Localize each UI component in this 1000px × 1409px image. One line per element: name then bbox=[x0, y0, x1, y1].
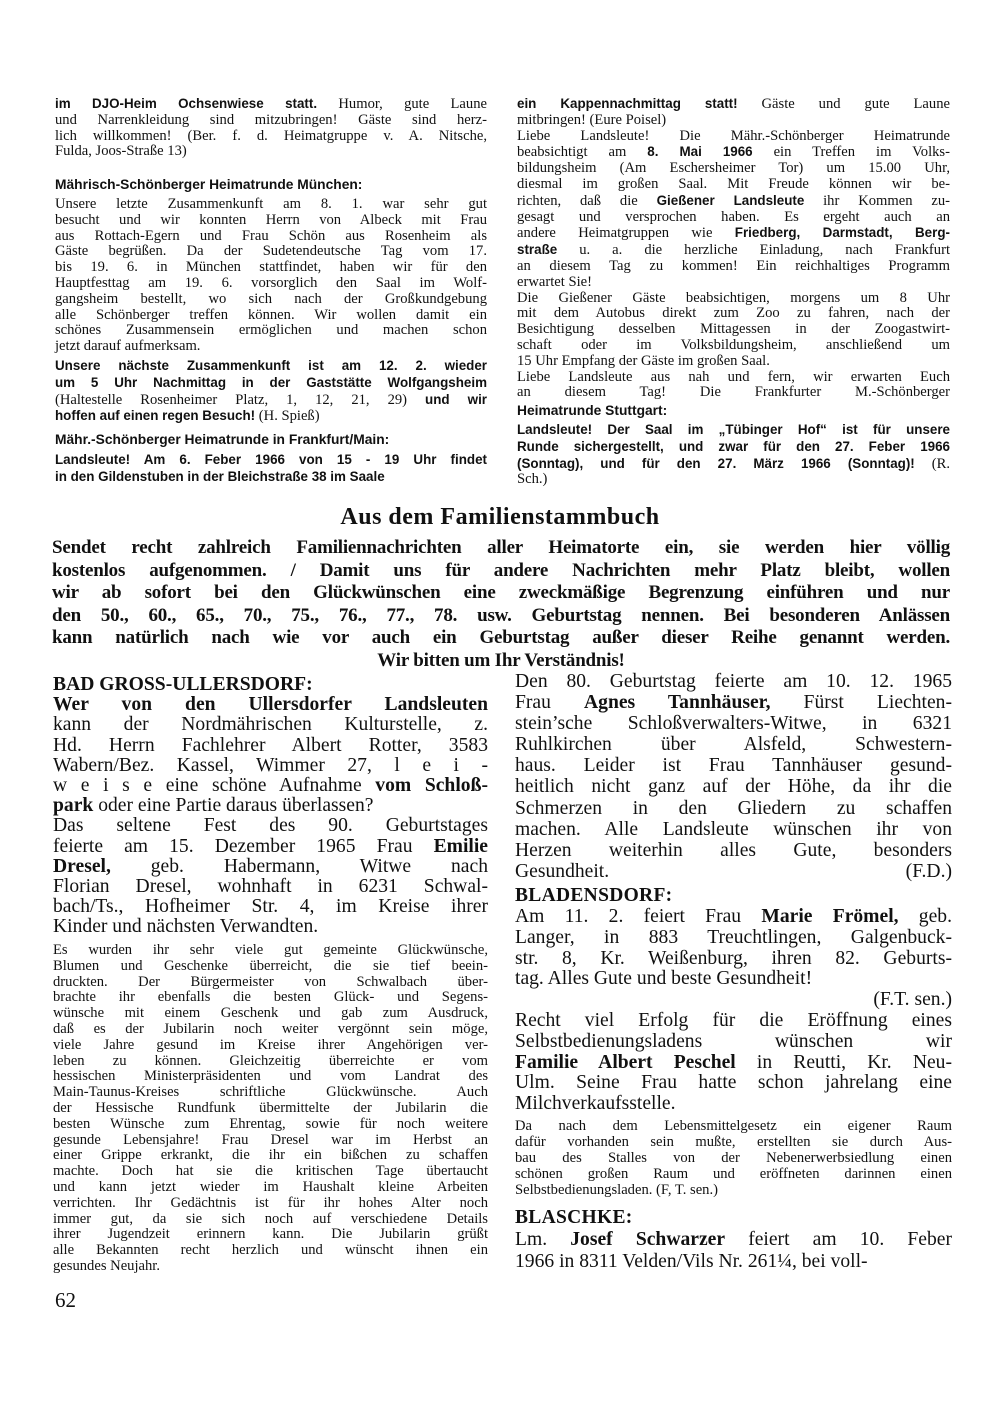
paragraph bbox=[517, 96, 950, 129]
text-run: Gäste und gute Laune bbox=[737, 96, 950, 112]
article-peschel-details bbox=[515, 1118, 952, 1198]
text-run: jetzt darauf aufmerksam. bbox=[55, 338, 201, 355]
text-run: einer Grippe erkrankt, die ihr ein bißchen zu schaffen bbox=[53, 1147, 488, 1164]
text-line bbox=[515, 671, 952, 692]
text-run: machen. Alle Landsleute wünschen ihr von bbox=[515, 818, 952, 840]
text-run: beabsichtigt am bbox=[517, 144, 648, 161]
text-line bbox=[515, 949, 952, 970]
bold-text-run: Landsleute! Der Saal im „Tübinger Hof“ ist für unsere bbox=[517, 422, 950, 437]
paragraph bbox=[55, 358, 487, 425]
section-heading-blaschke bbox=[515, 1207, 952, 1229]
text-line bbox=[53, 959, 488, 975]
text-line bbox=[55, 375, 487, 392]
text-run: Ulm. Seine Frau hatte schon jahrelang eine bbox=[515, 1072, 952, 1094]
article-stuttgart bbox=[517, 422, 950, 488]
text-line bbox=[53, 756, 488, 776]
text-line bbox=[55, 292, 487, 308]
text-line bbox=[53, 975, 488, 991]
text-run: str. 8, Kr. Weißenburg, ihren 82. Geburts- bbox=[515, 947, 952, 969]
paragraph bbox=[515, 671, 952, 882]
text-run: (Haltestelle Rosenheimer Platz, 1, 12, 21, 29) bbox=[55, 391, 426, 408]
text-run: Milchverkaufsstelle. bbox=[515, 1093, 676, 1115]
text-line bbox=[515, 713, 952, 734]
text-line bbox=[52, 537, 950, 560]
text-line bbox=[55, 229, 487, 245]
section-title: Aus dem Familienstammbuch bbox=[340, 504, 660, 530]
text-run: schönen großen Raum und eröffneten darinnen einen bbox=[515, 1166, 952, 1182]
text-run: haus. Leider ist Frau Tannhäuser gesund- bbox=[515, 755, 952, 777]
paragraph bbox=[55, 177, 487, 193]
text-run: mit dem Autobus direkt zum Zoo zu fahren, nach der bbox=[517, 305, 950, 322]
text-line bbox=[53, 796, 488, 816]
text-run: verrichten. Ihr Gedächtnis ist für ihr hohes Alter noch bbox=[53, 1194, 488, 1211]
text-line bbox=[517, 439, 950, 456]
text-line bbox=[53, 1054, 488, 1070]
text-line bbox=[517, 113, 950, 129]
text-line bbox=[53, 736, 488, 756]
text-run: Wabern/Bez. Kassel, Wimmer 27, l e i - bbox=[53, 754, 488, 776]
text-run: dafür vorhanden sein mußte, erstellten sie durch Aus- bbox=[515, 1134, 952, 1150]
bold-text-run: BLASCHKE: bbox=[515, 1207, 633, 1228]
bold-text-run: und wir bbox=[425, 391, 487, 407]
text-run: bau des Stalles von der Nebenerwerbsiedlung einen bbox=[515, 1150, 952, 1166]
text-line bbox=[517, 370, 950, 386]
text-line bbox=[53, 1148, 488, 1164]
bold-text-run: Heimatrunde Stuttgart: bbox=[517, 403, 668, 418]
bold-text-run: Josef Schwarzer bbox=[570, 1229, 726, 1250]
text-line bbox=[517, 422, 950, 439]
text-run: kostenlos aufgenommen. / Damit uns für andere Nachrichten mehr Platz bleibt, wollen bbox=[52, 559, 950, 581]
text-line bbox=[515, 734, 952, 755]
text-line bbox=[515, 928, 952, 949]
text-run: Die Gießener Gäste beabsichtigen, morgens um 8 Uhr bbox=[517, 289, 950, 306]
text-line bbox=[517, 96, 950, 113]
text-line bbox=[515, 819, 952, 840]
text-run: an diesem Tag zu kommen! Ein reichhaltiges Programm bbox=[517, 257, 950, 274]
bold-text-run: Familie Albert Peschel bbox=[515, 1051, 736, 1073]
text-line bbox=[53, 1164, 488, 1180]
text-line bbox=[53, 877, 488, 897]
text-run: Schmerzen in den Gliedern zu schaffen bbox=[515, 797, 952, 819]
text-run: Liebe Landsleute aus nah und fern, wir erwarten Euch bbox=[517, 368, 950, 385]
text-run: gesundes Neujahr. bbox=[53, 1257, 160, 1274]
text-line bbox=[515, 776, 952, 797]
text-run: alle Schönberger treffen können. Wir wollen damit ein bbox=[55, 306, 487, 323]
text-line bbox=[515, 798, 952, 819]
text-run: Herzen weiterhin alles Gute, besonders bbox=[515, 839, 952, 861]
text-line bbox=[53, 943, 488, 959]
text-line bbox=[517, 161, 950, 177]
text-run: Unsere letzte Zusammenkunft am 8. 1. war sehr gut bbox=[55, 196, 487, 212]
bold-text-run: hoffen auf einen regen Besuch! bbox=[55, 408, 256, 424]
text-run: heitlich nicht ganz auf der Höhe, da ihr die bbox=[515, 776, 952, 798]
text-line bbox=[55, 213, 487, 229]
bold-text-run: Runde sichergestellt, und zwar für den 27. Feber 1966 bbox=[517, 438, 950, 454]
text-line bbox=[53, 990, 488, 1006]
text-line bbox=[517, 210, 950, 226]
text-line bbox=[55, 129, 487, 145]
bold-text-run: park bbox=[53, 795, 94, 817]
text-line bbox=[515, 1011, 952, 1032]
text-line bbox=[53, 1133, 488, 1149]
bold-text-run: Landsleute! Am 6. Feber 1966 von 15 - 19 Uhr findet bbox=[55, 452, 487, 467]
paragraph bbox=[517, 422, 950, 488]
paragraph bbox=[53, 816, 488, 937]
text-run: Hauptfesttag am 19. 6. vorsorglich den Saal im Wolf- bbox=[55, 274, 487, 291]
text-run: Sch.) bbox=[517, 471, 548, 488]
text-run: Frau bbox=[515, 692, 584, 714]
text-run: Liebe Landsleute! Die Mähr.-Schönberger Heimatrunde bbox=[517, 127, 950, 144]
text-line bbox=[55, 339, 487, 355]
text-line bbox=[52, 627, 950, 650]
text-line bbox=[55, 323, 487, 339]
text-run: richten, daß die bbox=[517, 192, 657, 209]
text-run: Humor, gute Laune bbox=[317, 96, 487, 112]
text-line bbox=[53, 1117, 488, 1133]
text-run: Sendet recht zahlreich Familiennachrichten aller Heimatorte ein, sie werden hier völlig bbox=[52, 537, 950, 558]
text-line bbox=[515, 1150, 952, 1166]
text-line bbox=[517, 129, 950, 145]
text-run: Fürst Liechten- bbox=[770, 692, 952, 714]
text-run: aus Rottach-Egern und Frau Schön aus Rosenheim als bbox=[55, 227, 487, 244]
text-line bbox=[52, 650, 950, 673]
article-blaschke bbox=[515, 1229, 952, 1273]
bold-text-run: Wer von den Ullersdorfer Landsleuten bbox=[53, 694, 488, 716]
text-line bbox=[517, 385, 950, 401]
text-line bbox=[55, 276, 487, 292]
article-djo-heim-end bbox=[55, 96, 487, 160]
text-run: an diesem Tag! Die Frankfurter M.-Schönberger bbox=[517, 384, 950, 401]
text-line bbox=[517, 456, 950, 473]
text-run: wir ab sofort bei den Glückwünschen eine zweckmäßige Begrenzung einführen und nur bbox=[52, 582, 950, 604]
text-run: Wir bitten um Ihr Verständnis! bbox=[377, 649, 625, 671]
text-run: Es wurden ihr sehr viele gut gemeinte Glückwünsche, bbox=[53, 942, 488, 958]
paragraph bbox=[515, 1207, 952, 1229]
text-line bbox=[53, 1227, 488, 1243]
text-run: Fulda, Joos-Straße 13) bbox=[55, 143, 187, 160]
text-run: besucht und wir konnten Herrn von Albeck mit Frau bbox=[55, 211, 487, 228]
section-intro bbox=[52, 537, 950, 673]
article-muenchen bbox=[55, 197, 487, 355]
bold-text-run: Gießener Landsleute bbox=[656, 192, 805, 208]
text-line bbox=[53, 857, 488, 877]
text-line bbox=[53, 715, 488, 735]
text-line bbox=[517, 306, 950, 322]
text-line bbox=[55, 96, 487, 113]
text-run: Langer, in 883 Treuchtlingen, Galgenbuck- bbox=[515, 926, 952, 948]
text-line bbox=[517, 193, 950, 210]
text-run: geb. Habermann, Witwe nach bbox=[110, 855, 488, 877]
text-line bbox=[517, 225, 950, 242]
text-line bbox=[517, 354, 950, 370]
text-line bbox=[55, 432, 487, 448]
text-run: geb. bbox=[898, 906, 952, 927]
text-line bbox=[55, 308, 487, 324]
text-line bbox=[515, 1134, 952, 1150]
text-run: Florian Dresel, wohnhaft in 6231 Schwal- bbox=[53, 876, 488, 898]
paragraph bbox=[55, 197, 487, 355]
text-line bbox=[515, 1118, 952, 1134]
text-line bbox=[53, 776, 488, 796]
text-run: leben zu können. Gleichzeitig überreichte er vom bbox=[53, 1052, 488, 1069]
text-run: bis 19. 6. in München stattfindet, haben wir für den bbox=[55, 259, 487, 276]
text-run: Gesundheit. (F.D.) bbox=[515, 860, 952, 882]
text-line bbox=[55, 392, 487, 409]
text-run: Lm. bbox=[515, 1229, 571, 1250]
text-line bbox=[53, 1069, 488, 1085]
text-run: tag. Alles Gute und beste Gesundheit! bbox=[515, 968, 813, 990]
paragraph bbox=[515, 1011, 952, 1115]
paragraph bbox=[55, 432, 487, 448]
text-line bbox=[517, 242, 950, 259]
text-line bbox=[53, 837, 488, 857]
text-line bbox=[515, 1094, 952, 1115]
text-line bbox=[55, 452, 487, 469]
text-line bbox=[55, 244, 487, 260]
paragraph bbox=[55, 96, 487, 160]
bold-text-run: BAD GROSS-ULLERSDORF: bbox=[53, 674, 313, 695]
text-run: daß es der Jubilarin noch weiter vergönnt sein möge, bbox=[53, 1020, 488, 1037]
text-line bbox=[517, 259, 950, 275]
bold-text-run: Dresel, bbox=[53, 855, 111, 877]
article-dresel-details bbox=[53, 943, 488, 1275]
text-run: gesagt und versprochen haben. Es ergeht auch an bbox=[517, 208, 950, 225]
article-muenchen-next-meeting bbox=[55, 358, 487, 425]
text-line bbox=[517, 403, 950, 419]
text-run: lich willkommen! (Ber. f. d. Heimatgruppe v. A. Nitsche, bbox=[55, 127, 487, 144]
bold-text-run: Mähr.-Schönberger Heimatrunde in Frankfurt/Main: bbox=[55, 432, 390, 447]
article-bad-gross-ullersdorf bbox=[53, 675, 488, 938]
paragraph bbox=[55, 452, 487, 486]
paragraph bbox=[517, 403, 950, 419]
text-line bbox=[53, 1022, 488, 1038]
text-run: hessischen Ministerpräsidenten und vom Landrat des bbox=[53, 1068, 488, 1085]
text-run: Kinder und nächsten Verwandten. bbox=[53, 916, 319, 938]
bold-text-run: ein Kappennachmittag statt! bbox=[517, 96, 738, 111]
text-run: stein’sche Schloßverwalters-Witwe, in 6321 bbox=[515, 713, 952, 735]
text-run: (F.T. sen.) bbox=[873, 989, 952, 1011]
text-line bbox=[53, 1212, 488, 1228]
text-line bbox=[53, 1196, 488, 1212]
text-line bbox=[55, 177, 487, 193]
text-run: und Narrenkleidung sind mitzubringen! Gäste sind herz- bbox=[55, 111, 487, 128]
bold-text-run: Mährisch-Schönberger Heimatrunde München: bbox=[55, 177, 363, 192]
paragraph bbox=[517, 129, 950, 291]
bold-text-run: vom Schloß- bbox=[375, 775, 488, 797]
text-line bbox=[515, 1032, 952, 1053]
text-run: und kann jetzt wieder im Haushalt kleine Arbeiten bbox=[53, 1178, 488, 1195]
text-run: Den 80. Geburtstag feierte am 10. 12. 1965 bbox=[515, 671, 952, 692]
text-line bbox=[515, 1073, 952, 1094]
text-line bbox=[52, 560, 950, 583]
text-line bbox=[517, 472, 950, 488]
text-run: Besichtigung desselben Mittagessen in der Zoogastwirt- bbox=[517, 321, 950, 338]
text-line bbox=[53, 1038, 488, 1054]
text-run: w e i s e eine schöne Aufnahme bbox=[53, 775, 376, 797]
paragraph bbox=[515, 990, 952, 1011]
text-run: ihr Kommen zu- bbox=[804, 192, 950, 209]
text-line bbox=[515, 969, 952, 990]
bold-text-run: Agnes Tannhäuser, bbox=[584, 692, 771, 714]
text-line bbox=[55, 358, 487, 375]
article-tannhaeuser bbox=[515, 671, 952, 882]
bold-text-run: um 5 Uhr Nachmittag in der Gaststätte Wolfgangsheim bbox=[55, 374, 487, 390]
text-run: bach/Ts., Hofheimer Str. 4, im Kreise ihrer bbox=[53, 896, 488, 918]
text-line bbox=[53, 1243, 488, 1259]
text-run: Ruhlkirchen über Alsfeld, Schwestern- bbox=[515, 734, 952, 756]
text-line bbox=[515, 861, 952, 882]
text-run: gangsheim bestellt, wo sich nach der Großkundgebung bbox=[55, 290, 487, 307]
text-line bbox=[55, 113, 487, 129]
text-line bbox=[55, 469, 487, 486]
text-run: 15 Uhr Empfang der Gäste im großen Saal. bbox=[517, 352, 770, 369]
bold-text-run: in den Gildenstuben in der Bleichstraße 38 im Saale bbox=[55, 468, 385, 484]
bold-text-run: Emilie bbox=[433, 835, 488, 857]
text-line bbox=[515, 755, 952, 776]
text-line bbox=[55, 260, 487, 276]
text-line bbox=[53, 1180, 488, 1196]
text-run: Hd. Herrn Fachlehrer Albert Rotter, 3583 bbox=[53, 734, 488, 756]
text-run: schaft oder im Volksbildungsheim, anschließend um bbox=[517, 336, 950, 353]
text-line bbox=[517, 322, 950, 338]
text-run: u. a. die herzliche Einladung, nach Frankfurt bbox=[557, 242, 950, 259]
text-line bbox=[515, 1229, 952, 1251]
section-heading-frankfurt bbox=[55, 432, 487, 448]
text-line bbox=[53, 816, 488, 836]
text-run: bildungsheim (Am Eschersheimer Tor) um 15.00 Uhr, bbox=[517, 160, 950, 177]
text-run: oder eine Partie daraus überlassen? bbox=[93, 795, 374, 817]
bold-text-run: Friedberg, Darmstadt, Berg- bbox=[734, 225, 950, 241]
text-run: feiert am 10. Feber bbox=[725, 1229, 952, 1250]
text-line bbox=[52, 605, 950, 628]
text-line bbox=[515, 885, 952, 907]
text-run: immer gut, da sie sich noch auf verschiedene Details bbox=[53, 1210, 488, 1227]
text-line bbox=[53, 917, 488, 937]
bold-text-run: straße bbox=[517, 242, 558, 258]
bold-text-run: (Sonntag), und für den 27. März 1966 (Sonntag)! bbox=[517, 455, 915, 471]
text-run: kann natürlich nach wie vor auch ein Geburtstag außer dieser Reihe genannt werden. bbox=[52, 627, 950, 649]
text-run: erwartet Sie! bbox=[517, 273, 592, 290]
text-line bbox=[53, 675, 488, 695]
text-line bbox=[517, 144, 950, 161]
text-line bbox=[53, 1259, 488, 1275]
text-run: Recht viel Erfolg für die Eröffnung eines bbox=[515, 1009, 952, 1031]
text-line bbox=[53, 1006, 488, 1022]
text-run: mitbringen! (Eure Poisel) bbox=[517, 111, 667, 128]
text-line bbox=[515, 1053, 952, 1074]
text-run: der Hessische Rundfunk übermittelte der Jubilarin die bbox=[53, 1099, 488, 1116]
text-line bbox=[517, 275, 950, 291]
text-run: wünsche mit einem Geschenk und gab zum Ausdruck, bbox=[53, 1005, 488, 1022]
text-run: alle Bekannten recht herzlich und wünscht ihnen ein bbox=[53, 1242, 488, 1259]
article-frankfurt-continued bbox=[517, 96, 950, 401]
text-line bbox=[53, 1101, 488, 1117]
text-line bbox=[55, 408, 487, 425]
bold-text-run: BLADENSDORF: bbox=[515, 885, 673, 906]
text-run: andere Heimatgruppen wie bbox=[517, 225, 735, 242]
bold-text-run: 8. Mai 1966 bbox=[647, 144, 753, 160]
paragraph bbox=[515, 885, 952, 907]
paragraph bbox=[517, 291, 950, 370]
text-run: Blumen und Geschenke überreicht, die sie tief beein- bbox=[53, 957, 488, 974]
paragraph bbox=[53, 943, 488, 1275]
text-run: viele Jahre gesund im Kreise ihrer Angehörigen ver- bbox=[53, 1036, 488, 1053]
section-heading-bladensdorf bbox=[515, 885, 952, 907]
text-run: kann der Nordmährischen Kulturstelle, z. bbox=[53, 714, 488, 736]
text-run: in Reutti, Kr. Neu- bbox=[735, 1051, 952, 1073]
article-bladensdorf bbox=[515, 907, 952, 1115]
text-run: feierte am 15. Dezember 1965 Frau bbox=[53, 835, 434, 857]
text-line bbox=[515, 907, 952, 928]
paragraph bbox=[515, 1118, 952, 1198]
text-line bbox=[53, 695, 488, 715]
text-line bbox=[52, 582, 950, 605]
bold-text-run: Unsere nächste Zusammenkunft ist am 12. 2. wieder bbox=[55, 358, 487, 373]
text-line bbox=[515, 1182, 952, 1198]
text-run: Gäste begrüßen. Da der Sudetendeutsche Tag vom 17. bbox=[55, 243, 487, 260]
bold-text-run: im DJO-Heim Ochsenwiese statt. bbox=[55, 96, 318, 111]
text-line bbox=[53, 1085, 488, 1101]
text-run: Das seltene Fest des 90. Geburtstages bbox=[53, 815, 488, 837]
page-number: 62 bbox=[55, 1288, 76, 1312]
text-line bbox=[515, 692, 952, 713]
text-run: den 50., 60., 65., 70., 75., 76., 77., 78. usw. Geburtstag nennen. Bei besonderen Anlässen bbox=[52, 604, 950, 626]
section-heading-muenchen bbox=[55, 177, 487, 193]
text-line bbox=[515, 1207, 952, 1229]
text-run: Main-Taunus-Kreises schriftliche Glückwünsche. Auch bbox=[53, 1084, 488, 1101]
paragraph bbox=[517, 370, 950, 402]
text-line bbox=[515, 840, 952, 861]
text-run: 1966 in 8311 Velden/Vils Nr. 261¼, bei voll- bbox=[515, 1251, 868, 1272]
paragraph bbox=[52, 537, 950, 673]
paragraph bbox=[515, 1229, 952, 1273]
section-heading-stuttgart bbox=[517, 403, 950, 419]
text-line bbox=[517, 338, 950, 354]
bold-text-run: Marie Frömel, bbox=[761, 906, 899, 927]
text-run: Am 11. 2. feiert Frau bbox=[515, 906, 762, 927]
text-run: ihrer Jugendzeit erinnern kann. Die Jubilarin grüßt bbox=[53, 1226, 488, 1243]
text-run: ein Treffen im Volks- bbox=[752, 144, 950, 161]
paragraph bbox=[53, 695, 488, 816]
article-frankfurt-start bbox=[55, 452, 487, 486]
text-line bbox=[515, 1251, 952, 1273]
text-run: Selbstbedienungsladen. (F, T. sen.) bbox=[515, 1182, 718, 1198]
text-run: Selbstbedienungsladens wünschen wir bbox=[515, 1030, 952, 1052]
paragraph bbox=[515, 907, 952, 990]
text-line bbox=[515, 990, 952, 1011]
text-line bbox=[55, 197, 487, 213]
text-run: besten Wünsche zum Ehrentag, sowie für noch weitere bbox=[53, 1115, 488, 1132]
text-run: machte. Doch hat sie die kritischen Tage übertaucht bbox=[53, 1163, 488, 1180]
text-line bbox=[517, 291, 950, 307]
text-line bbox=[55, 144, 487, 160]
text-run: Da nach dem Lebensmittelgesetz ein eigener Raum bbox=[515, 1118, 952, 1134]
text-run: gesunde Lebensjahre! Frau Dresel war im Herbst an bbox=[53, 1131, 488, 1148]
text-run: diesmal im großen Saal. Mit Freude können wir be- bbox=[517, 175, 950, 192]
text-run: (H. Spieß) bbox=[255, 408, 320, 425]
text-run: druckten. Der Bürgermeister von Schwalbach über- bbox=[53, 973, 488, 990]
text-line bbox=[53, 897, 488, 917]
text-run: schönes Zusammensein ermöglichen und machen schon bbox=[55, 322, 487, 339]
paragraph bbox=[53, 675, 488, 695]
text-line bbox=[517, 177, 950, 193]
text-run: (R. bbox=[914, 455, 951, 472]
text-line bbox=[515, 1166, 952, 1182]
text-run: brachte ihr ebenfalls die besten Glück- und Segens- bbox=[53, 989, 488, 1006]
